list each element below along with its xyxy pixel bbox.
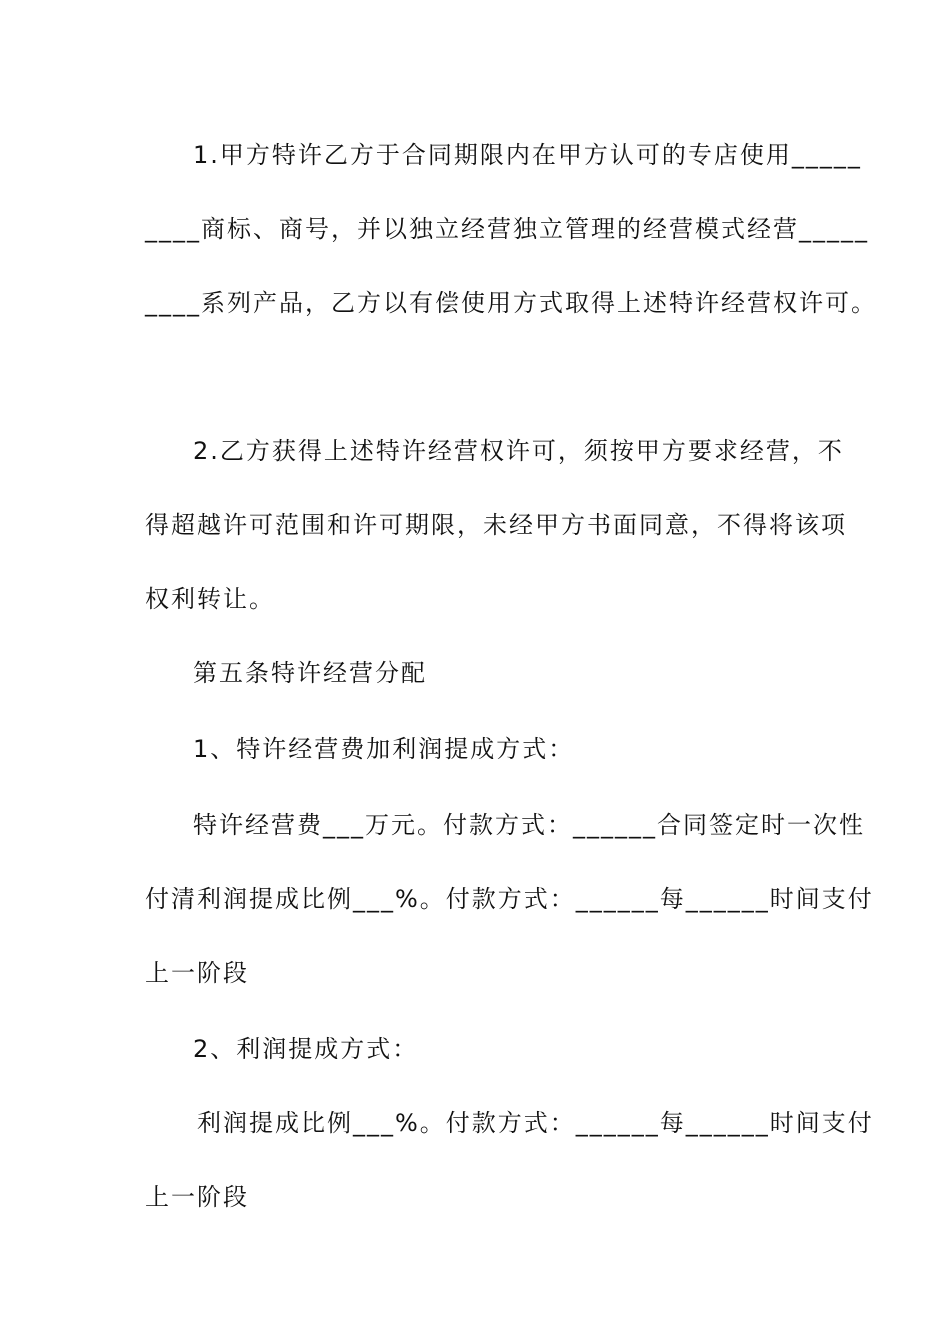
clause-1-line-3: ____系列产品，乙方以有偿使用方式取得上述特许经营权许可。 (145, 289, 877, 317)
clause-1-line-2: ____商标、商号，并以独立经营独立管理的经营模式经营_____ (145, 215, 869, 243)
clause-2-line-1: 2.乙方获得上述特许经营权许可，须按甲方要求经营，不 (193, 437, 844, 465)
item-1-line-1: 特许经营费___万元。付款方式：______合同签定时一次性 (193, 811, 865, 839)
item-1-line-3: 上一阶段 (145, 959, 249, 987)
clause-1-line-1: 1.甲方特许乙方于合同期限内在甲方认可的专店使用_____ (193, 141, 862, 169)
section-heading: 第五条特许经营分配 (193, 659, 427, 687)
item-2-line-1: 利润提成比例___%。付款方式：______每______时间支付 (197, 1109, 874, 1137)
item-1-heading: 1、特许经营费加利润提成方式： (193, 735, 575, 763)
item-2-heading: 2、利润提成方式： (193, 1035, 419, 1063)
clause-2-line-3: 权利转让。 (145, 585, 275, 613)
item-1-line-2: 付清利润提成比例___%。付款方式：______每______时间支付 (145, 885, 874, 913)
clause-2-line-2: 得超越许可范围和许可期限，未经甲方书面同意，不得将该项 (145, 511, 847, 539)
item-2-line-2: 上一阶段 (145, 1183, 249, 1211)
